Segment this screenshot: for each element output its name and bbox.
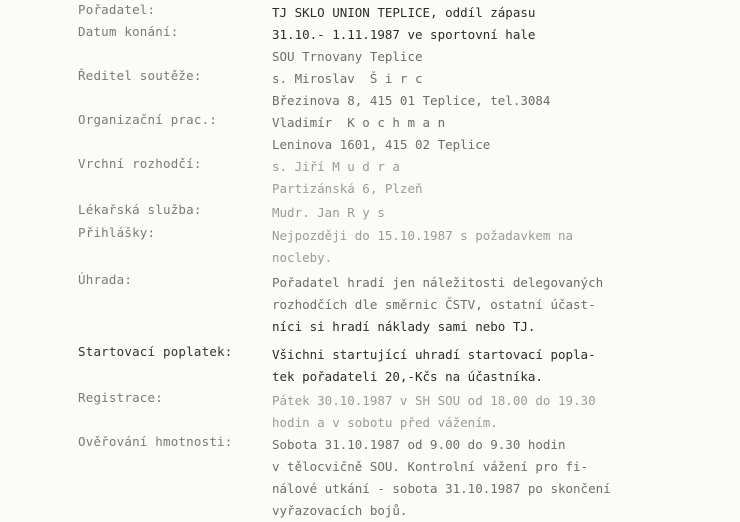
entry-value-line: Nejpozději do 15.10.1987 s požadavkem na bbox=[272, 228, 574, 243]
entry-label: Ředitel soutěže: bbox=[78, 68, 202, 83]
entry-value-line: rozhodčích dle směrnic ČSTV, ostatní účast- bbox=[272, 297, 596, 312]
entry-value bbox=[272, 68, 672, 112]
entry-value-line: s. Miroslav Š i r c bbox=[272, 71, 423, 86]
entry-value-line: Pátek 30.10.1987 v SH SOU od 18.00 do 19.30 bbox=[272, 393, 596, 408]
entry-value-line: nálové utkání - sobota 31.10.1987 po skončení bbox=[272, 481, 611, 496]
entry-label: Přihlášky: bbox=[78, 225, 156, 240]
entry-value-line: nocleby. bbox=[272, 250, 333, 265]
entry-value bbox=[272, 24, 672, 68]
entry-value-line: Mudr. Jan R y s bbox=[272, 205, 385, 220]
entry-value-line: 31.10.- 1.11.1987 ve sportovní hale bbox=[272, 27, 536, 42]
entry-value bbox=[272, 2, 672, 24]
entry-value-line: Leninova 1601, 415 02 Teplice bbox=[272, 137, 491, 152]
entry-value-line: v tělocvičně SOU. Kontrolní vážení pro fi- bbox=[272, 459, 589, 474]
entry-value-line: hodin a v sobotu před vážením. bbox=[272, 415, 498, 430]
entry-value bbox=[272, 272, 672, 338]
entry-value-line: Sobota 31.10.1987 od 9.00 do 9.30 hodin bbox=[272, 437, 566, 452]
entry-label: Registrace: bbox=[78, 390, 163, 405]
entry-value-line: TJ SKLO UNION TEPLICE, oddíl zápasu bbox=[272, 5, 536, 20]
entry-value-line: Březinova 8, 415 01 Teplice, tel.3084 bbox=[272, 93, 551, 108]
entry-value bbox=[272, 202, 672, 224]
entry-value-line: s. Jiří M u d r a bbox=[272, 159, 400, 174]
entry-value bbox=[272, 225, 672, 269]
entry-value bbox=[272, 344, 672, 388]
entry-value-line: tek pořadateli 20,-Kčs na účastníka. bbox=[272, 369, 543, 384]
entry-label: Pořadatel: bbox=[78, 2, 156, 17]
entry-label: Ověřování hmotnosti: bbox=[78, 434, 233, 449]
entry-label: Startovací poplatek: bbox=[78, 344, 233, 359]
entry-label: Datum konání: bbox=[78, 24, 179, 39]
entry-value-line: SOU Trnovany Teplice bbox=[272, 49, 423, 64]
entry-label: Organizační prac.: bbox=[78, 112, 218, 127]
entry-value-line: Pořadatel hradí jen náležitosti delegovaných bbox=[272, 275, 604, 290]
entry-value-line: níci si hradí náklady sami nebo TJ. bbox=[272, 319, 536, 334]
entry-value-line: vyřazovacích bojů. bbox=[272, 503, 408, 518]
entry-value bbox=[272, 390, 672, 434]
entry-value bbox=[272, 112, 672, 156]
entry-value-line: Všichni startující uhradí startovací popla- bbox=[272, 347, 596, 362]
entry-value-line: Vladimír K o c h m a n bbox=[272, 115, 446, 130]
entry-value bbox=[272, 434, 672, 522]
entry-label: Lékařská služba: bbox=[78, 202, 202, 217]
entry-label: Vrchní rozhodčí: bbox=[78, 156, 202, 171]
entry-label: Úhrada: bbox=[78, 272, 133, 287]
entry-value bbox=[272, 156, 672, 200]
entry-value-line: Partizánská 6, Plzeň bbox=[272, 181, 423, 196]
